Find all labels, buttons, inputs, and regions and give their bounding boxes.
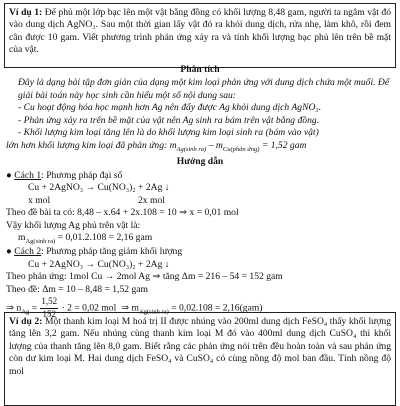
analysis-equation: = 1,52 gam	[261, 139, 307, 151]
method-2-delta: Theo đề: Δm = 10 – 8,48 = 1,52 gam	[6, 283, 148, 295]
example-2-text: Một thanh kim loại M hoá trị II được nhúng vào 200ml dung dịch FeSO₄ thấy khối lượng tăng lên 3,2 gam. Nếu nhúng cùng thanh kim loại M đó vào 400ml dung dịch CuSO₄ thì khối lượng của thanh tăng lên 8,0 gam. Biết rằng các phản ứng nói trên đều hoàn toàn và sau phản ứng còn dư kim loại M. Hai dung dịch FeSO₄ và CuSO₄ có cùng nồng độ mol ban đầu. Tính nồng độ mol	[9, 316, 391, 377]
example-1-label: Ví dụ 1:	[9, 7, 43, 18]
guide-heading: Hướng dẫn	[176, 156, 224, 168]
method-1-equation: Cu + 2AgNO₃ → Cu(NO₃)₂ + 2Ag ↓	[28, 182, 170, 194]
analysis-intro: Đây là dạng bài tập đơn giản của dạng một kim loại phản ứng với dung dịch chứa một muối. Để giải bài toán này học sinh cần hiểu một số nội dung sau:	[18, 77, 390, 101]
method-2-title: ● Cách 2: Phương pháp tăng giảm khối lượng	[6, 246, 183, 258]
example-2-box	[4, 312, 396, 406]
method-1-mass-title: Vậy khối lượng Ag phủ trên vật là:	[6, 219, 141, 231]
example-1-text: Để phủ một lớp bạc lên một vật bằng đồng có khối lượng 8,48 gam, người ta ngâm vật đó vào dung dịch AgNO₃. Sau một thời gian lấy vật đó ra khỏi dung dịch, rửa nhẹ, làm khô, rồi đem cân được 10 gam. Viết phương trình phản ứng xảy ra và tính khối lượng bạc phủ lên trên bề mặt của vật.	[9, 7, 391, 56]
method-1-mol-row: x mol 2x mol	[28, 194, 165, 206]
solution-body	[6, 62, 394, 321]
method-1-title: ● Cách 1: Phương pháp đại số	[6, 169, 123, 181]
method-1-mass: $m_{Ag(sinh ra)} = 0,01.2.108 = 2,16$ gam	[18, 231, 153, 245]
analysis-bullet-1: - Cu hoạt động hóa học mạnh hơn Ag nên đẩy được Ag khỏi dung dịch AgNO₃.	[18, 102, 322, 114]
analysis-bullet-3b: lớn hơn khối lượng kim loại đã phản ứng: $m_{Ag(sinh ra)} - m_{Cu(phản ứng)} = 1,52$ gam	[6, 139, 307, 153]
method-2-result: ⇒ $n_{Ag}$ = $\frac{1,52}{152}$ · 2 = 0,02 mol ⇒ $m_{Ag(sinh ra)} = 0,02.108 = 2,16(gam)$	[6, 296, 263, 319]
analysis-heading: Phân tích	[180, 64, 220, 75]
method-1-calc: Theo đề bài ta có: 8,48 – x.64 + 2x.108 = 10 ⇒ x = 0,01 mol	[6, 207, 239, 219]
example-1-box	[4, 3, 396, 68]
example-2-label: Ví dụ 2:	[9, 316, 43, 327]
analysis-bullet-3a: - Khối lượng kim loại tăng lên là do khối lượng kim loại sinh ra (bám vào vật)	[18, 127, 319, 139]
analysis-bullet-2: - Phản ứng xảy ra trên bề mặt của vật nên Ag sinh ra bám trên vật bằng đồng.	[18, 114, 320, 126]
method-2-equation: Cu + 2AgNO₃ → Cu(NO₃)₂ + 2Ag ↓	[28, 258, 170, 270]
method-2-ratio: Theo phản ứng: 1mol Cu → 2mol Ag ⇒ tăng Δm = 216 – 54 = 152 gam	[6, 271, 283, 283]
fraction: $\frac{1,52}{152}$	[41, 296, 58, 319]
